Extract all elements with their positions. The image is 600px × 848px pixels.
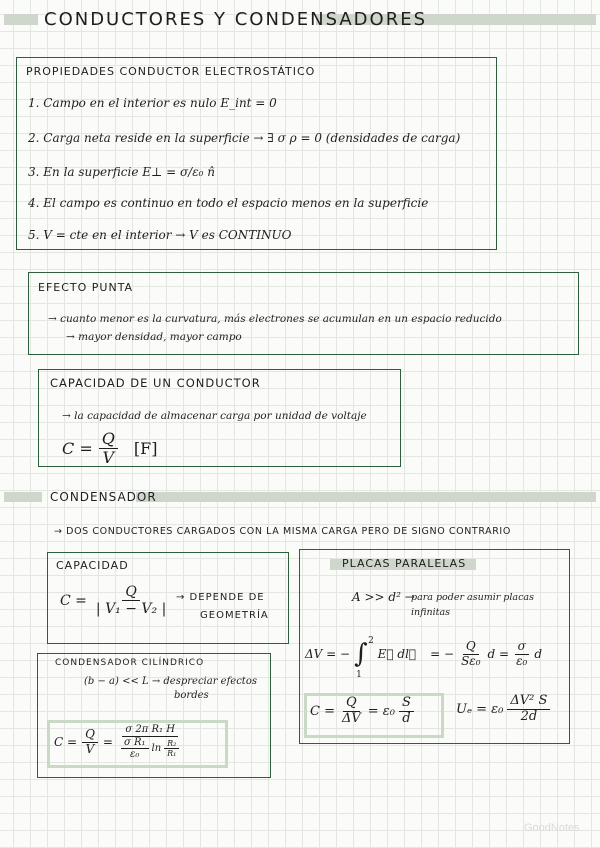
capacidad-conductor-formula [62, 430, 157, 468]
ue-den: 2d [520, 708, 538, 724]
dv-d2: d [534, 647, 543, 662]
cilindrico-inner-frac [121, 737, 149, 761]
placas-dv-formula [305, 636, 543, 681]
c-frac-2 [399, 696, 414, 727]
placas-heading: PLACAS PARALELAS [342, 557, 467, 570]
watermark: GoodNotes [524, 822, 580, 834]
placas-condition: A >> d² → [352, 590, 415, 604]
condensador-line: → DOS CONDUCTORES CARGADOS CON LA MISMA CARGA PERO DE SIGNO CONTRARIO [54, 526, 511, 537]
formula-lhs: C = [62, 439, 93, 459]
integral-lower: 1 [356, 670, 362, 681]
cilindrico-heading: CONDENSADOR CILÍNDRICO [55, 658, 205, 668]
cilindrico-num-2: σ 2π R₁ H [122, 724, 178, 737]
propiedad-2: 2. Carga neta reside en la superficie → ∃ σ ρ = 0 (densidades de carga) [28, 131, 461, 145]
capacidad-fraction [93, 584, 169, 617]
title-highlight-left [4, 14, 38, 25]
cilindrico-inner-den: ε₀ [130, 749, 140, 760]
placas-ue-formula [456, 694, 550, 725]
cilindrico-frac-1 [82, 728, 98, 757]
placas-condition-note-2: infinitas [411, 607, 451, 618]
cilindrico-ln-frac [164, 739, 179, 758]
propiedades-heading: PROPIEDADES CONDUCTOR ELECTROSTÁTICO [26, 65, 316, 78]
capacidad-num: Q [122, 584, 139, 601]
dv-frac-2 [513, 640, 530, 669]
dv-frac-1-num: Q [463, 640, 479, 655]
dv-d1: d = [487, 647, 510, 662]
cilindrico-inner-num: σ R₁ [121, 737, 149, 750]
cilindrico-num-1: Q [82, 728, 98, 743]
dv-frac-2-num: σ [515, 640, 529, 655]
cilindrico-den-2 [118, 737, 182, 761]
formula-num: Q [99, 430, 118, 449]
formula-unit: [F] [133, 439, 158, 459]
c-frac-1-den: ΔV [341, 710, 361, 726]
integral-sign: ∫ 2 1 [354, 636, 374, 681]
c-frac-1-num: Q [343, 696, 360, 712]
placas-condition-note-1: para poder asumir placas [411, 592, 534, 603]
condensador-heading: CONDENSADOR [50, 490, 157, 504]
capacidad-formula [60, 584, 169, 617]
efecto-punta-line-1: → cuanto menor es la curvatura, más electrones se acumulan en un espacio reducido [48, 313, 502, 325]
capacidad-conductor-line: → la capacidad de almacenar carga por unidad de voltaje [62, 410, 367, 422]
placas-c-formula [310, 696, 414, 727]
dv-frac-2-den: ε₀ [516, 653, 528, 668]
cilindrico-lhs: C = [54, 735, 78, 750]
efecto-punta-heading: EFECTO PUNTA [38, 281, 134, 294]
dv-eq-1: = − [430, 647, 455, 662]
condensador-highlight-right [136, 492, 596, 502]
formula-fraction [99, 430, 118, 468]
cilindrico-eq: = [102, 735, 113, 750]
ue-num: ΔV² S [507, 694, 550, 710]
cilindrico-condition-2: bordes [174, 690, 209, 701]
cilindrico-frac-2 [118, 724, 182, 761]
capacidad-arrow-text-2: GEOMETRÍA [200, 610, 269, 621]
ue-frac [507, 694, 550, 725]
cilindrico-ln-num: R₂ [164, 739, 179, 749]
capacidad-lhs: C = [60, 592, 87, 609]
condensador-highlight-left [4, 492, 42, 502]
integral-upper: 2 [368, 636, 374, 647]
c-lhs: C = [310, 703, 335, 719]
cilindrico-condition: (b − a) << L → despreciar efectos [84, 676, 257, 687]
ue-lhs: Uₑ = ε₀ [456, 701, 504, 717]
cilindrico-ln: ln [151, 742, 162, 754]
capacidad-conductor-heading: CAPACIDAD DE UN CONDUCTOR [50, 376, 261, 390]
dv-lhs: ΔV = − [305, 647, 351, 662]
capacidad-heading: CAPACIDAD [56, 559, 129, 572]
propiedad-5: 5. V = cte en el interior → V es CONTINUO [28, 228, 292, 242]
capacidad-arrow-text: → DEPENDE DE [176, 592, 265, 603]
efecto-punta-line-2: → mayor densidad, mayor campo [66, 331, 242, 343]
integrand: E⃗ dl⃗ [377, 647, 417, 662]
capacidad-den: | V₁ − V₂ | [95, 601, 167, 618]
propiedad-1: 1. Campo en el interior es nulo E_int = 0 [28, 96, 277, 110]
c-frac-2-den: d [402, 710, 411, 726]
page-title: CONDUCTORES Y CONDENSADORES [44, 9, 428, 30]
propiedades-box [16, 57, 497, 250]
cilindrico-den-1: V [85, 741, 95, 756]
formula-den: V [102, 448, 115, 468]
propiedad-3: 3. En la superficie E⊥ = σ/ε₀ n̂ [28, 165, 216, 179]
c-eq: = ε₀ [367, 703, 395, 719]
dv-frac-1-den: Sε₀ [461, 653, 481, 668]
cilindrico-ln-den: R₁ [167, 749, 177, 758]
cilindrico-formula [54, 724, 182, 761]
c-frac-2-num: S [399, 696, 414, 712]
dv-frac-1 [458, 640, 483, 669]
c-frac-1 [339, 696, 364, 727]
propiedad-4: 4. El campo es continuo en todo el espacio menos en la superficie [28, 196, 429, 210]
